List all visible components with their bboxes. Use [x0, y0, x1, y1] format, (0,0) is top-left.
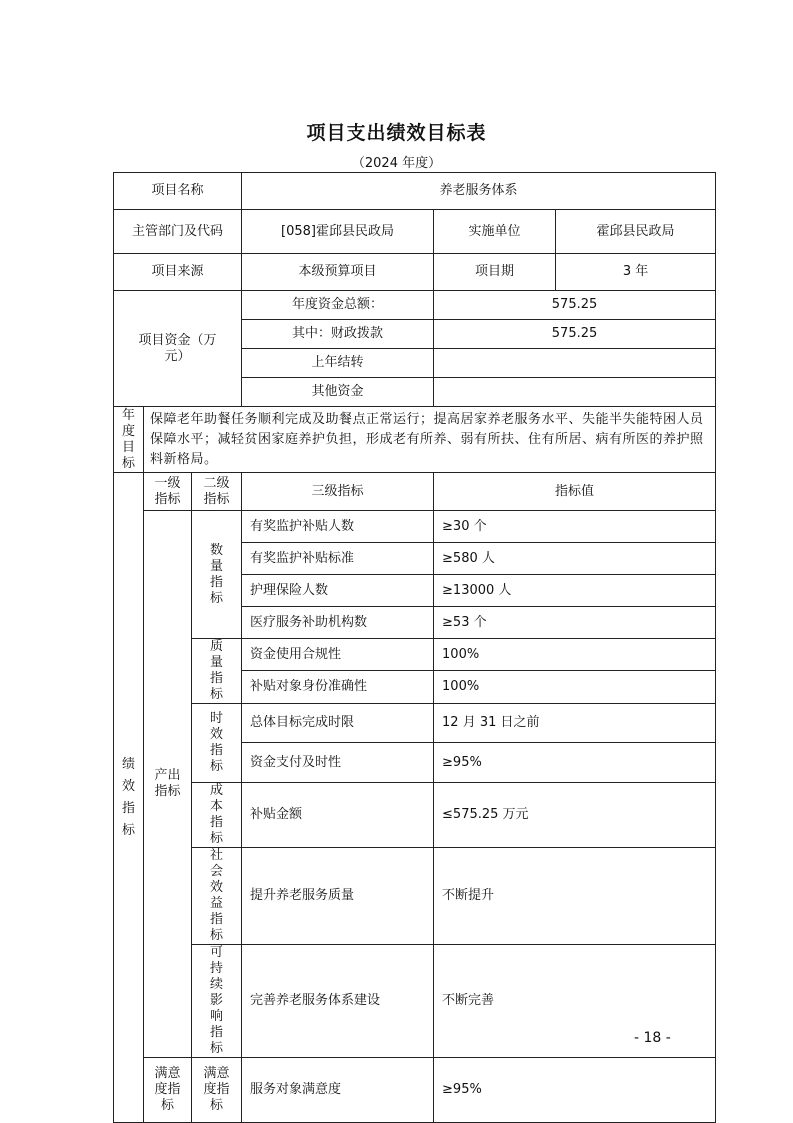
indicator-name: 提升养老服务质量 — [242, 848, 434, 945]
indicator-name: 补贴金额 — [242, 783, 434, 848]
page-subtitle: （2024 年度） — [351, 156, 442, 171]
project-funds-label: 项目资金（万元） — [114, 291, 242, 407]
level2-header: 二级指标 — [192, 473, 242, 511]
indicator-name: 完善养老服务体系建设 — [242, 945, 434, 1058]
indicator-name: 资金使用合规性 — [242, 639, 434, 671]
project-name-row — [114, 173, 716, 210]
indicator-row — [114, 704, 716, 743]
performance-indicators-label: 绩效指标 — [114, 473, 144, 1123]
indicator-value: ≤575.25 万元 — [434, 783, 716, 848]
funds-row-value — [434, 378, 716, 407]
indicator-value: ≥30 个 — [434, 511, 716, 543]
level2-social-benefit: 社会效益指标 — [192, 848, 242, 945]
funds-row-value: 575.25 — [434, 291, 716, 320]
indicator-row — [114, 848, 716, 945]
level1-satisfaction: 满意度指标 — [144, 1058, 192, 1123]
indicator-value: 100% — [434, 639, 716, 671]
implementing-unit-value: 霍邱县民政局 — [556, 210, 716, 254]
indicator-value: 不断完善 — [434, 945, 716, 1058]
indicator-row — [114, 1058, 716, 1123]
indicator-name: 补贴对象身份准确性 — [242, 671, 434, 704]
indicator-name: 有奖监护补贴标准 — [242, 543, 434, 575]
indicator-row — [114, 783, 716, 848]
funds-row — [114, 291, 716, 320]
department-value: [058]霍邱县民政局 — [242, 210, 434, 254]
indicator-value: ≥580 人 — [434, 543, 716, 575]
page-number: - 18 - — [634, 1030, 671, 1046]
performance-goal-table — [113, 172, 716, 1123]
department-row — [114, 210, 716, 254]
indicator-value: ≥13000 人 — [434, 575, 716, 607]
indicator-value: 100% — [434, 671, 716, 704]
indicator-value: ≥53 个 — [434, 607, 716, 639]
level1-header: 一级指标 — [144, 473, 192, 511]
project-name-label: 项目名称 — [114, 173, 242, 210]
project-period-label: 项目期 — [434, 254, 556, 291]
indicator-value: 不断提升 — [434, 848, 716, 945]
department-label: 主管部门及代码 — [114, 210, 242, 254]
funds-row-label: 上年结转 — [242, 349, 434, 378]
funds-row-label: 其中：财政拨款 — [242, 320, 434, 349]
level2-timeliness: 时效指标 — [192, 704, 242, 783]
indicator-name: 有奖监护补贴人数 — [242, 511, 434, 543]
annual-goal-label: 年度目标 — [114, 407, 144, 473]
funds-row-value — [434, 349, 716, 378]
indicator-header-row — [114, 473, 716, 511]
annual-goal-text: 保障老年助餐任务顺利完成及助餐点正常运行；提高居家养老服务水平、失能半失能特困人员保障水平；减轻贫困家庭养护负担，形成老有所养、弱有所扶、住有所居、病有所医的养护照料新格局。 — [144, 407, 716, 473]
source-row — [114, 254, 716, 291]
project-source-label: 项目来源 — [114, 254, 242, 291]
level2-sustainable-impact: 可持续影响指标 — [192, 945, 242, 1058]
page-title: 项目支出绩效目标表 — [306, 122, 487, 144]
level2-satisfaction: 满意度指标 — [192, 1058, 242, 1123]
level2-quality: 质量指标 — [192, 639, 242, 704]
indicator-row — [114, 511, 716, 543]
implementing-unit-label: 实施单位 — [434, 210, 556, 254]
funds-row-label: 其他资金 — [242, 378, 434, 407]
indicator-value: ≥95% — [434, 1058, 716, 1123]
level2-quantity: 数量指标 — [192, 511, 242, 639]
level3-header: 三级指标 — [242, 473, 434, 511]
funds-row-value: 575.25 — [434, 320, 716, 349]
indicator-name: 资金支付及时性 — [242, 743, 434, 783]
project-source-value: 本级预算项目 — [242, 254, 434, 291]
indicator-name: 服务对象满意度 — [242, 1058, 434, 1123]
indicator-value: ≥95% — [434, 743, 716, 783]
indicator-value: 12 月 31 日之前 — [434, 704, 716, 743]
value-header: 指标值 — [434, 473, 716, 511]
indicator-name: 医疗服务补助机构数 — [242, 607, 434, 639]
indicator-row — [114, 945, 716, 1058]
project-period-value: 3 年 — [556, 254, 716, 291]
annual-goal-row — [114, 407, 716, 473]
level2-cost: 成本指标 — [192, 783, 242, 848]
funds-row-label: 年度资金总额： — [242, 291, 434, 320]
indicator-row — [114, 639, 716, 671]
project-name-value: 养老服务体系 — [242, 173, 716, 210]
indicator-name: 护理保险人数 — [242, 575, 434, 607]
indicator-name: 总体目标完成时限 — [242, 704, 434, 743]
level1-output: 产出指标 — [144, 511, 192, 1058]
